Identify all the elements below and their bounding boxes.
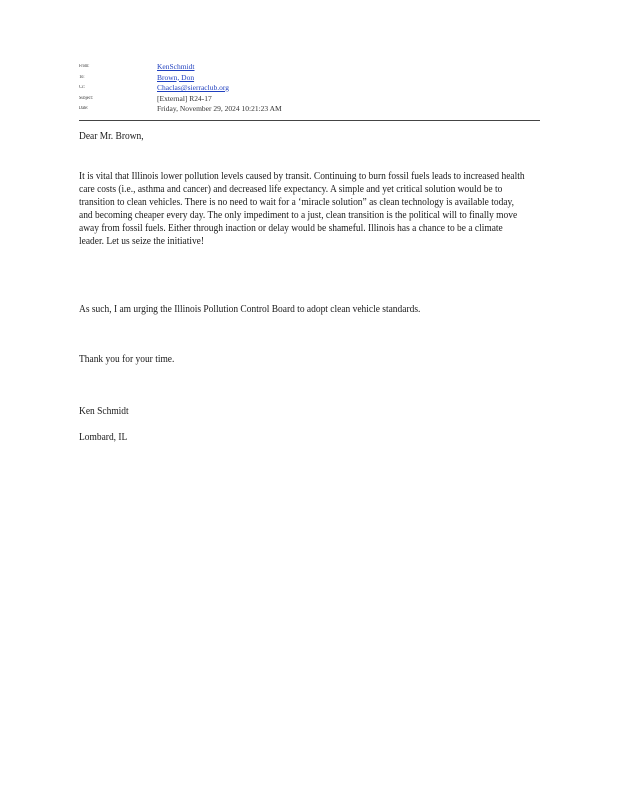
signature-location-text: Lombard, IL — [79, 431, 128, 443]
to-recipient-link[interactable]: Brown, Don — [157, 72, 195, 82]
signature-name — [79, 405, 529, 418]
subject-value: [External] R24-17 — [157, 93, 212, 103]
cc-row — [79, 83, 539, 94]
cc-label: Cc: — [79, 85, 85, 90]
body-paragraph-1 — [79, 170, 531, 248]
body-paragraph-2 — [79, 303, 529, 316]
from-label: From: — [79, 64, 90, 69]
date-label: Date: — [79, 106, 89, 111]
salutation — [79, 130, 529, 143]
paragraph-2-text: As such, I am urging the Illinois Pollution Control Board to adopt clean vehicle standards. — [79, 303, 421, 315]
signature-name-text: Ken Schmidt — [79, 405, 129, 417]
salutation-text: Dear Mr. Brown, — [79, 130, 144, 142]
signature-location — [79, 431, 529, 444]
subject-row — [79, 94, 539, 105]
body-paragraph-3 — [79, 353, 529, 366]
date-value: Friday, November 29, 2024 10:21:23 AM — [157, 104, 282, 113]
subject-label: Subject: — [79, 95, 93, 101]
cc-recipient-link[interactable]: Chaclas@sierraclub.org — [157, 83, 229, 92]
header-divider — [79, 120, 540, 121]
from-row — [79, 62, 539, 73]
from-sender-link[interactable]: KenSchmidt — [157, 62, 195, 71]
paragraph-1-text: It is vital that Illinois lower pollution levels caused by transit. Continuing to burn fossil fuels leads to increased health care costs (i.e., asthma and cancer) and decreased life expectancy. A simple and yet critical solution would be to transition to clean vehicles. There is no need to wait for a ‘miracle solution” as clean technology is available today, and becoming cheaper every day. The only impediment to a just, clean transition is the political will to finally move away from fossil fuels. Either through inaction or delay would be shameful. Illinois has a chance to be a climate leader. Let us seize the initiative! — [79, 170, 525, 247]
email-header — [79, 62, 539, 115]
paragraph-3-text: Thank you for your time. — [79, 353, 175, 365]
to-label: To: — [79, 74, 85, 80]
to-row — [79, 73, 539, 84]
date-row — [79, 104, 539, 115]
